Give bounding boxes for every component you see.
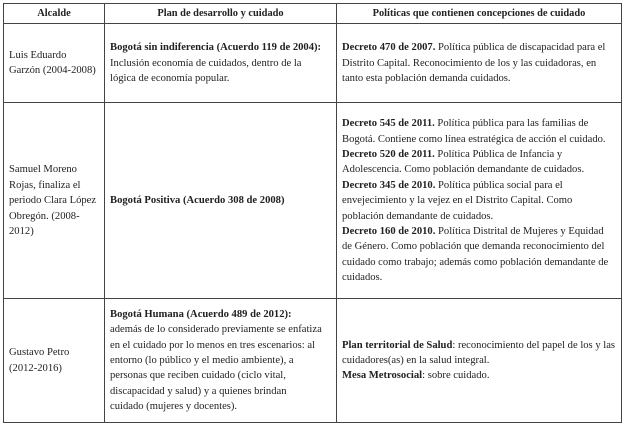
policy-item (342, 147, 616, 178)
table-row-moreno (4, 103, 622, 299)
policy-title: Mesa Metrosocial (342, 370, 423, 382)
policy-text: : reconocimiento del papel de los y las cuidadores(as) en la salud integral. (342, 339, 616, 366)
plan-title: Bogotá Humana (Acuerdo 489 de 2012): (110, 308, 292, 320)
header-row (4, 4, 622, 24)
plan-cell (105, 24, 337, 103)
policies-cell (337, 299, 622, 423)
plan-text: además de lo considerado previamente se enfatiza en el cuidado por lo menos en tres escenarios: al entorno (lo público y el medio ambiente), a personas que reciben cuidado (ciclo vital, discapacidad y salud) y a quienes brindan cuidado (mujeres y docentes). (110, 324, 322, 413)
policy-text: Política pública social para el envejecimiento y la vejez en el Distrito Capital. Como población demandante de cuidados. (342, 179, 573, 222)
mayor-cell: Samuel Moreno Rojas, finaliza el periodo Clara López Obregón. (2008-2012) (4, 103, 105, 299)
table-row-garzon (4, 24, 622, 103)
policy-title: Decreto 470 de 2007. (342, 42, 436, 54)
policy-text: Política Distrital de Mujeres y Equidad de Género. Como población que demanda reconocimiento del cuidado como trabajo; además como población demandante de cuidados. (342, 226, 609, 284)
mayor-cell: Luis Eduardo Garzón (2004-2008) (4, 24, 105, 103)
policy-item (342, 116, 616, 147)
header-plan: Plan de desarrollo y cuidado (105, 4, 337, 24)
header-mayor: Alcalde (4, 4, 105, 24)
mayor-cell: Gustavo Petro (2012-2016) (4, 299, 105, 423)
policy-title: Decreto 545 de 2011. (342, 118, 435, 130)
policy-text: Política Pública de Infancia y Adolescencia. Como población demandante de cuidados. (342, 148, 585, 176)
plan-title: Bogotá Positiva (Acuerdo 308 de 2008) (110, 195, 285, 207)
policy-item (342, 224, 616, 286)
policy-text: Política pública de discapacidad para el Distrito Capital. Reconocimiento de los y las cuidadoras, en tanto esta población demanda cuidados. (342, 42, 606, 85)
policy-item (342, 178, 616, 224)
policy-item (342, 40, 616, 86)
header-policies: Políticas que contienen concepciones de cuidado (337, 4, 622, 24)
plan-cell (105, 299, 337, 423)
policy-title: Decreto 520 de 2011. (342, 148, 435, 160)
care-policies-table (3, 3, 622, 423)
policies-cell (337, 24, 622, 103)
policy-text: Política pública para las familias de Bogotá. Contiene como línea estratégica de acción el cuidado. (342, 118, 606, 145)
policy-item (342, 368, 616, 383)
plan-text: Inclusión economía de cuidados, dentro de la lógica de economía popular. (110, 57, 302, 85)
policies-cell (337, 103, 622, 299)
table-row-petro (4, 299, 622, 423)
plan-cell (105, 103, 337, 299)
policy-title: Decreto 345 de 2010. (342, 179, 436, 191)
policy-title: Decreto 160 de 2010. (342, 226, 436, 238)
policy-text: : sobre cuidado. (422, 370, 490, 382)
policy-item (342, 338, 616, 369)
plan-title: Bogotá sin indiferencia (Acuerdo 119 de 2004): (110, 42, 322, 54)
policy-title: Plan territorial de Salud (342, 339, 453, 351)
